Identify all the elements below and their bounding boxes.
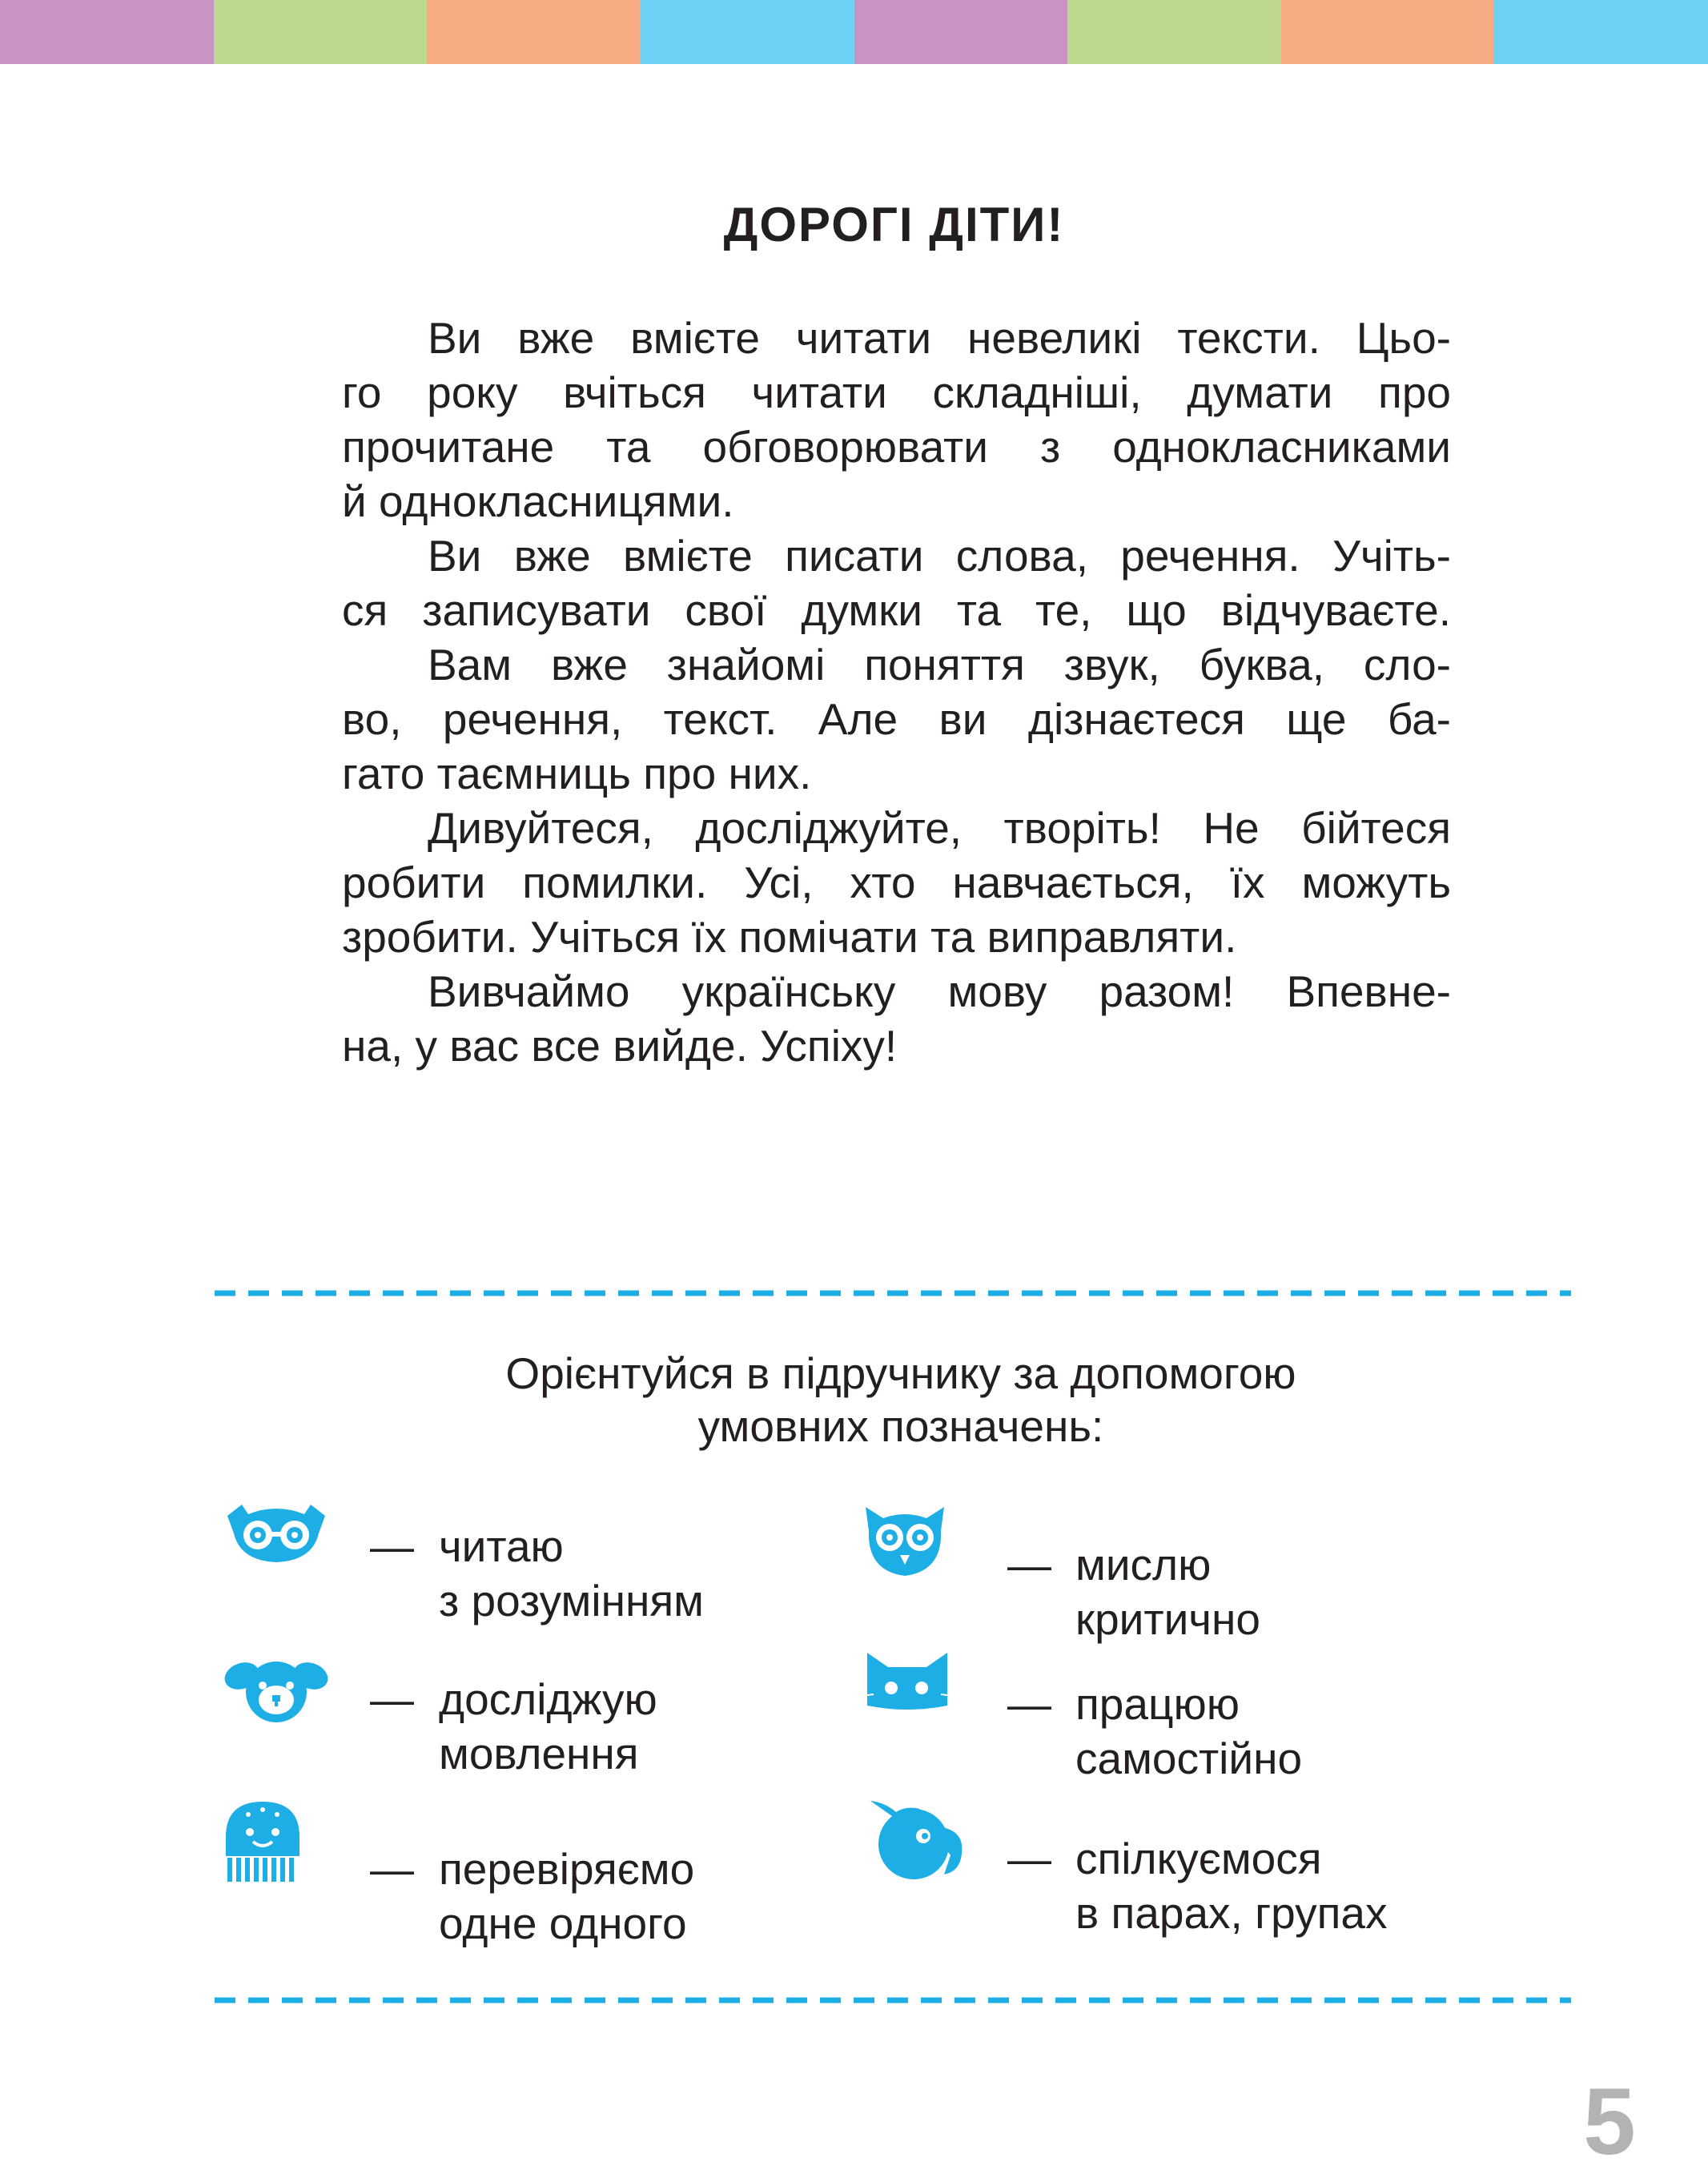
- legend-label: [1075, 1537, 1260, 1646]
- owl-glasses-icon: [224, 1501, 328, 1565]
- legend-dash: —: [370, 1674, 414, 1724]
- legend-item-read: [224, 1501, 833, 1638]
- legend-dash: —: [1007, 1834, 1051, 1883]
- legend-dash: —: [370, 1844, 414, 1894]
- letter-line: Вам вже знайомі поняття звук, буква, сло-: [428, 640, 1451, 689]
- legend-dash: —: [370, 1521, 414, 1571]
- legend-label-line: в парах, групах: [1075, 1888, 1388, 1938]
- header-stripe: [1494, 0, 1708, 64]
- legend-intro: [280, 1347, 1521, 1453]
- header-stripe: [427, 0, 641, 64]
- legend-intro-line: умовних позначень:: [697, 1401, 1104, 1451]
- header-stripe: [1067, 0, 1281, 64]
- letter-body: [342, 311, 1451, 1073]
- legend-label: [439, 1519, 704, 1628]
- letter-line: Ви вже вмієте читати невеликі тексти. Цьо-: [428, 313, 1451, 363]
- letter-line: зробити. Учіться їх помічати та виправляти.: [342, 912, 1237, 962]
- legend-item-research: [224, 1654, 833, 1790]
- legend-label-line: досліджую: [439, 1674, 657, 1724]
- legend-label: [1075, 1677, 1302, 1786]
- cat-icon: [861, 1650, 954, 1714]
- legend-item-self-work: [861, 1650, 1469, 1786]
- dog-icon: [224, 1654, 328, 1726]
- legend-label-line: працюю: [1075, 1679, 1240, 1729]
- legend-label-line: з розумінням: [439, 1576, 704, 1625]
- dashed-divider-top: [215, 1290, 1571, 1296]
- jellyfish-icon: [224, 1800, 301, 1885]
- legend-label-line: мислю: [1075, 1540, 1212, 1589]
- header-stripe: [641, 0, 854, 64]
- letter-line: прочитане та обговорювати з однокласниками: [342, 422, 1451, 472]
- page-number: 5: [1583, 2069, 1636, 2175]
- legend-intro-line: Орієнтуйся в підручнику за допомогою: [505, 1348, 1296, 1398]
- legend-dash: —: [1007, 1540, 1051, 1589]
- legend-label: [439, 1842, 694, 1951]
- letter-line: во, речення, текст. Але ви дізнаєтеся ще ба-: [342, 694, 1451, 744]
- header-stripe: [1281, 0, 1495, 64]
- owl-icon: [861, 1504, 949, 1577]
- legend-dash: —: [1007, 1679, 1051, 1729]
- header-stripe: [214, 0, 428, 64]
- legend-item-think: [861, 1504, 1469, 1644]
- parrot-icon: [861, 1798, 965, 1881]
- legend-label-line: спілкуємося: [1075, 1834, 1322, 1883]
- legend-label-line: критично: [1075, 1594, 1260, 1644]
- letter-line: робити помилки. Усі, хто навчається, їх можуть: [342, 858, 1451, 907]
- legend-item-communicate: [861, 1798, 1469, 1938]
- header-stripe: [854, 0, 1068, 64]
- letter-line: гато таємниць про них.: [342, 749, 812, 798]
- color-stripes-header: [0, 0, 1708, 64]
- legend-label-line: самостійно: [1075, 1734, 1303, 1783]
- letter-line: ся записувати свої думки та те, що відчуваєте.: [342, 585, 1451, 635]
- letter-line: на, у вас все вийде. Успіху!: [342, 1021, 898, 1071]
- legend-label: [1075, 1831, 1388, 1940]
- legend-label-line: читаю: [439, 1521, 564, 1571]
- dashed-divider-bottom: [215, 1997, 1571, 2003]
- legend-label: [439, 1672, 657, 1781]
- legend-label-line: мовлення: [439, 1729, 639, 1778]
- letter-line: й однокласницями.: [342, 476, 734, 526]
- legend-label-line: одне одного: [439, 1899, 687, 1948]
- letter-line: Вивчаймо українську мову разом! Впевне-: [428, 966, 1451, 1016]
- letter-line: Дивуйтеся, досліджуйте, творіть! Не бійтеся: [428, 803, 1451, 853]
- letter-line: Ви вже вмієте писати слова, речення. Учіть-: [428, 531, 1451, 581]
- letter-title: ДОРОГІ ДІТИ!: [723, 198, 1065, 251]
- letter-line: го року вчіться читати складніші, думати про: [342, 368, 1451, 417]
- legend-item-peer-check: [224, 1800, 833, 1948]
- legend-label-line: перевіряємо: [439, 1844, 695, 1894]
- header-stripe: [0, 0, 214, 64]
